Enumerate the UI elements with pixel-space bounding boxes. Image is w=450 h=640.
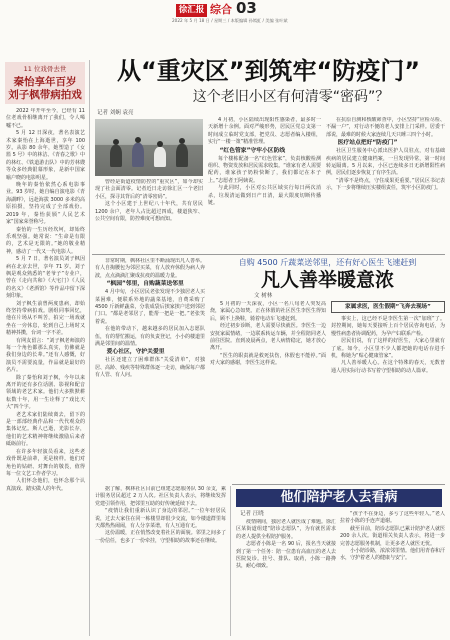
paragraph: 截至目前，陪诊志愿队已累计陪护老人就医 200 余人次。街道相关负责人表示，将进一步完善志愿服务机制，让更多老人就医无忧。 [340,525,445,547]
section-divider [92,254,445,255]
paragraph: 社区卫生服务中心派出医护人员驻点，对有基础疾病的居民建立健康档案，一旦发现异常，第一时间转运隔离。5 月以来，小区已连续多日无新增阳性病例，居民们逐步恢复了有序生活。 [326,148,445,177]
paragraph: 有网友留言：“刘子枫老师演的每一个角色都那么真实，仿佛就是我们身边的长辈。”还有人感慨，好演员不需要流量，作品就是最好的名片。 [6,337,85,374]
lead-photo [95,119,203,176]
neighbors-boxed-subheading: 家属求医，医生假期“飞奔去现场” [331,301,445,313]
neighbors-column-a [210,301,326,482]
masthead-section: 综合 [210,3,232,16]
sidebar-body [6,108,85,634]
escort-byline: 记者 汪晓 [240,511,264,517]
lead-column-2 [208,117,321,252]
paragraph: 晚年的秦怡依然心系电影事业。93 岁时，她自编自演电影《青海湖畔》，远赴海拔 3000 多米的高原拍摄，坚持完成了全部戏份。2019 年，秦怡获颁“人民艺术家”国家荣誉称号。 [6,182,85,226]
escort-column-1 [236,519,336,634]
paragraph: 小小陪诊路，浓浓邻里情。他们用青春和汗水，守护着老人的健康与安宁。 [340,548,445,562]
escort-headline-banner: 他们陪护老人去看病 [236,489,442,507]
paragraph: 在许多年轻演员看来，这些老戏骨既是前辈，更是榜样。他们对角色的钻研、对舞台的敬畏，值得每一位文艺工作者学习。 [6,448,85,477]
neighbors-headline: 凡人善举暖意浓 [260,269,394,291]
photo-person [154,147,166,167]
photo-person [176,144,188,167]
paragraph: “医生的职责就是救死扶伤，休假也不能停。”面对大家的感谢，李医生这样说。 [210,352,326,367]
paragraph: 每个楼栋配备一名“红色管家”，负责核酸检测组织、物资发放和居民需求收集。“谁家有老人需要配药，谁家孩子奶粉快断了，我们都记在本子上。”志愿者王阿姨说。 [208,155,321,184]
paragraph: 5 月 12 日深夜，著名表演艺术家秦怡在上海逝世，享年 100 岁。从影 80 余年，她塑造了《女篮 5 号》中的林洁、《青春之歌》中的林红、《铁道游击队》中的芳林嫂等众多经典银幕形象，是新中国家喻户晓的电影明星。 [6,130,85,181]
paragraph: 与此同时，小区对公共区域实行每日两次消杀，垃圾清运做到日产日清，最大限度切断传播链。 [208,185,321,207]
paragraph: 志愿者小陈是一名 90 后，报名当天就接到了第一个任务：陪一位患有高血压的老人去医院复诊。挂号、排队、取药，小陈一路搀扶，耐心细致。 [236,541,336,570]
column-divider [230,486,231,636]
neighbors-column-c [95,486,226,634]
lead-column-1 [95,179,203,252]
neighbors-column-b [331,301,445,482]
paragraph: 老艺术家们陆续离去，留下的是一部部经典作品和一代代观众的集体记忆。斯人已逝，光影长存，他们的艺术精神将继续激励后来者砥砺前行。 [6,411,85,448]
paragraph: 在他的带动下，越来越多的居民加入志愿队伍，有的帮忙搬运，有的负责登记，小小的楼道里满是邻里间的温情。 [95,326,205,348]
photo-person [110,145,122,167]
neighbors-subheading: 爱心社区，守护关爱里 [106,349,165,356]
paragraph: 经过初步诊断，老人需要尽快就医。李医生一边安抚家属情绪，一边联系转运车辆，并全程陪同老人前往医院。直到凌晨两点，老人病情稳定，她才放心离开。 [210,323,326,352]
section-divider [232,484,445,485]
lead-column-3 [326,117,445,252]
paragraph: 这个小区建于上世纪八十年代，共有居民 1200 余户，老年人占比超过四成，楼道狭窄、公共空间有限，防控难度可想而知。 [95,201,203,223]
lead-subheading: 医疗站点把好“防疫门” [337,140,398,147]
lead-subheading: “红色管家”守牢小区防线 [219,147,286,154]
masthead-name: 徐汇报 [176,4,207,17]
sidebar-kicker: 11 位戏骨去世 [23,65,67,73]
paragraph: “清零不是终点，守住成果更重要。”居民区书记表示，下一步将继续压实楼组责任，筑牢小区防疫门。 [326,177,445,192]
column-divider [89,60,90,636]
neighbors-subheading: “枫园”邻里，自购蔬菜送邻里 [106,281,184,288]
paragraph: 居民们说，有了这样的好医生，大家心里就有了底。如今，小区里不少人都把她的电话存进手机，称她为“贴心健康管家”。 [331,338,445,360]
neighbors-byline: 文 树林 [254,293,273,299]
lead-subheadline: 这个老旧小区有何清零“密码”？ [192,89,390,105]
paragraph: 这份温暖，正在悄然改变着社区的面貌。邻里之间多了一份信任，也多了一份牵挂，守望相助的故事还在继续。 [95,530,226,544]
paragraph: 人们怀念他们，也怀念那个认真演戏、踏实做人的年代。 [6,478,85,492]
sidebar-title-line1: 秦怡享年百岁 [13,76,77,88]
lead-byline: 记者 刘娴 袁亮 [97,110,134,116]
paragraph: 除了秦怡和刘子枫，今年以来离开的还有多位话剧、影视和配音领域的老艺术家。他们大多默默耕耘数十年，用一生诠释了“戏比天大”四个字。 [6,374,85,411]
paragraph: 事实上，这已经不是李医生第一次“加班”了。封控期间，她每天要接听上百个居民咨询电话，为慢性病患者协调配药，为孕产妇联系产检。 [331,316,445,337]
paragraph: 凡人善举暖人心。在这个特殊的春天，无数普通人用实际行动书写着守望相助的动人篇章。 [331,360,445,374]
paragraph: 5 月 7 日，著名演员刘子枫因病在北京去世，享年 71 岁。刘子枫是观众熟悉的“老爷子”专业户，曾在《走向共和》《大宅门》《人民的名义》《老酒馆》等作品中留下深刻印象。 [6,256,85,300]
lead-headline: 从“重灾区”到筑牢“防疫门” [116,57,421,85]
paragraph: 4 月初，小区陆续出现阳性感染者，最多时一天新增十余例。面对严峻形势，居民区党总支第一时间成立临时党支部，把党员、志愿者编入楼组，实行“一楼一策”精准管理。 [208,117,321,146]
photo-person [132,143,144,167]
paragraph: 据了解，枫林社区目前已组建志愿服务队 30 余支，累计服务居民超过 2 万人次。社区负责人表示，将继续发挥党建引领作用，把邻里互助的好传统延续下去。 [95,486,226,507]
paragraph: 疫情期间，独居老人就医成了难题。徐汇区某街道组建“陪诊志愿队”，为有就医需求的老人提供全程陪护服务。 [236,519,336,540]
paragraph: 5 月初的一天深夜，小区一名八旬老人突发高烧，家属心急如焚。正在休假的社区医生李医生得知后，顾不上换鞋，骑着电动车飞速赶到。 [210,301,326,322]
escort-column-2 [340,511,445,634]
page-number: 03 [236,0,257,17]
dateline: 2022 年 5 月 18 日 / 星期三 / 本版编辑 孙嫣虹 / 美编 张叶斌 [172,18,288,23]
neighbors-kicker: 自购 4500 斤蔬菜送邻里，还有好心医生飞速赶到 [238,258,417,267]
paragraph: 刘子枫生前曾两度患病，却始终坚持带病拍戏。剧组同事回忆，他在片场从不叫苦，拍完一场戏就坐在一旁休息，轮到自己上场时又精神抖擞，台词一字不差。 [6,300,85,337]
paragraph: 2022 年开年至今，已经有 11 位老戏骨相继离开了我们，令人唏嘘不已。 [6,108,85,129]
paragraph: 社区还建立了困难群体“关爱清单”，对独居、高龄、残疾等特殊群体逐一走访，确保每户都有人管、有人问。 [95,357,205,379]
paragraph: “疫情让我们重新认识了身边的邻居。”一位年轻居民说，过去大家住在同一栋楼里却很少交流，如今楼道群里每天都热热闹闹，有人分享菜谱，有人互通有无。 [95,508,226,530]
paragraph: 曾经是街道疫情防控的“重灾区”，如今却实现了社会面清零。记者近日走访徐汇区一个老旧小区，探寻其背后的“清零密码”。 [95,179,203,200]
paragraph: 秦怡的一生历经坎坷，却始终乐观坚强。她常说：“生命是有限的，艺术是无限的。”她的敬业精神，感动了一代又一代电影人。 [6,226,85,255]
paragraph: 非常时期，枫林社区里不断涌现出凡人善举。有人自掏腰包为邻居买菜，有人放弃休假为病人奔波，点点滴滴汇聚成抗疫的温暖力量。 [95,258,205,279]
paragraph: 4 月中旬，小区居民老张发现不少独居老人买菜困难，便联系外地的蔬菜基地，自费采购了 4500 斤新鲜蔬菜，分装成袋后挨家挨户送到邻居门口。“都是老邻居了，能帮一把是一把。”老张笑着说。 [95,289,205,325]
paragraph: 在抗原自测和核酸筛查中，小区坚持“应检尽检、不漏一户”，对行动不便的老人安排上门采样。居委干部说，最难的时候大家连续几天只睡三四个小时。 [326,117,445,138]
paragraph: “孩子不在身边，多亏了这些年轻人。”老人拉着小陈的手连声道谢。 [340,511,445,525]
neighbors-left-column [95,258,205,482]
sidebar-title-line2: 刘子枫带病拍戏 [8,89,82,101]
